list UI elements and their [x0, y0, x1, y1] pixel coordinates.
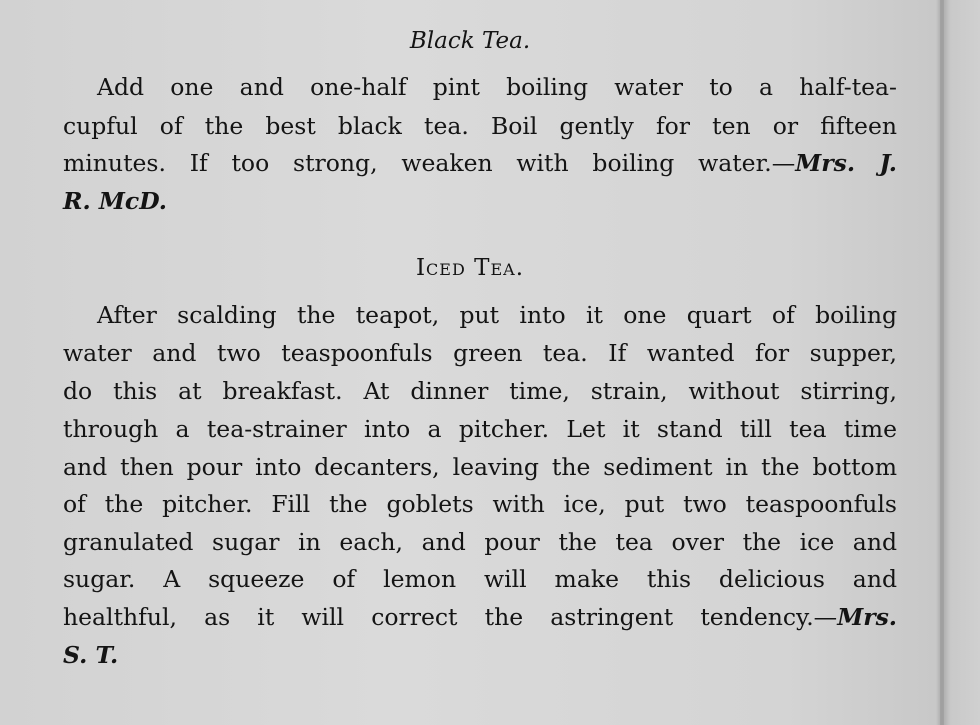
text-line: and then pour into decanters, leaving the sediment in the bottom — [63, 453, 897, 481]
text-line: do this at breakfast. At dinner time, strain, without stirring, — [63, 377, 897, 405]
attribution: Mrs. — [837, 603, 897, 631]
text-line-body: minutes. If too strong, weaken with boiling water.— — [63, 149, 796, 177]
text-line: through a tea-strainer into a pitcher. Let it stand till tea time — [63, 415, 897, 443]
text-line: of the pitcher. Fill the goblets with ice, put two teaspoonfuls — [63, 490, 897, 518]
recipe-title-black-tea: Black Tea. — [409, 28, 531, 54]
text-line: water and two teaspoonfuls green tea. If wanted for supper, — [63, 339, 897, 367]
text-line: granulated sugar in each, and pour the tea over the ice and — [63, 528, 897, 556]
text-line: sugar. A squeeze of lemon will make this delicious and — [63, 565, 897, 593]
page-fold-shadow — [940, 0, 944, 725]
text-line — [63, 148, 897, 178]
text-line: Add one and one-half pint boiling water to a half-tea- — [97, 73, 897, 101]
recipe-title-iced-tea: Iced Tea. — [415, 255, 525, 281]
text-line-body: healthful, as it will correct the astringent tendency.— — [63, 603, 838, 631]
attribution: R. McD. — [63, 187, 167, 215]
text-line — [63, 602, 897, 632]
text-line: After scalding the teapot, put into it one quart of boiling — [97, 301, 897, 329]
text-line: cupful of the best black tea. Boil gently for ten or fifteen — [63, 112, 897, 140]
attribution: S. T. — [63, 641, 119, 669]
attribution: Mrs. J. — [795, 149, 897, 177]
